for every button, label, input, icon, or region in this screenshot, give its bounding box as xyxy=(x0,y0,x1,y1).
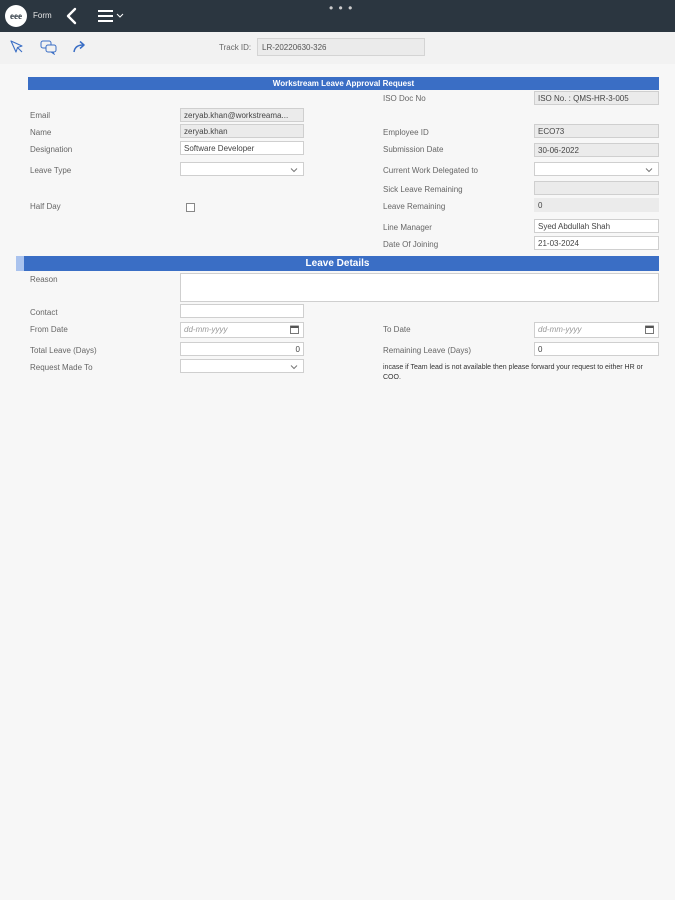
contact-field[interactable] xyxy=(180,304,304,318)
back-icon[interactable] xyxy=(64,6,80,26)
remaining-leave-label: Remaining Leave (Days) xyxy=(383,346,472,355)
track-id-field[interactable]: LR-20220630-326 xyxy=(257,38,425,56)
iso-doc-label: ISO Doc No xyxy=(383,94,426,103)
toolbar xyxy=(0,32,675,64)
calendar-icon[interactable] xyxy=(290,325,299,334)
from-date-placeholder: dd-mm-yyyy xyxy=(184,325,228,334)
app-title: Form xyxy=(33,11,52,20)
reason-label: Reason xyxy=(30,275,58,284)
select-cursor-icon[interactable] xyxy=(8,39,26,55)
form-title: Workstream Leave Approval Request xyxy=(28,77,659,90)
leave-details-header: Leave Details xyxy=(16,256,659,271)
designation-field[interactable]: Software Developer xyxy=(180,141,304,155)
delegated-select[interactable] xyxy=(534,162,659,176)
to-date-placeholder: dd-mm-yyyy xyxy=(538,325,582,334)
forward-icon[interactable] xyxy=(71,39,89,55)
total-leave-label: Total Leave (Days) xyxy=(30,346,97,355)
reason-textarea[interactable] xyxy=(180,273,659,302)
line-manager-label: Line Manager xyxy=(383,223,432,232)
submission-date-field[interactable]: 30-06-2022 xyxy=(534,143,659,157)
chevron-down-icon xyxy=(645,166,653,174)
from-date-field[interactable] xyxy=(180,322,304,338)
calendar-icon[interactable] xyxy=(645,325,654,334)
chevron-down-icon xyxy=(290,166,298,174)
email-field[interactable]: zeryab.khan@workstreama... xyxy=(180,108,304,122)
contact-label: Contact xyxy=(30,308,58,317)
to-date-field[interactable] xyxy=(534,322,659,338)
chevron-down-icon xyxy=(290,363,298,371)
submission-date-label: Submission Date xyxy=(383,145,444,154)
half-day-checkbox[interactable] xyxy=(186,203,195,212)
iso-doc-field[interactable]: ISO No. : QMS-HR-3-005 xyxy=(534,91,659,105)
joining-date-label: Date Of Joining xyxy=(383,240,439,249)
total-leave-field[interactable]: 0 xyxy=(180,342,304,356)
joining-date-field[interactable]: 21-03-2024 xyxy=(534,236,659,250)
to-date-label: To Date xyxy=(383,325,411,334)
name-label: Name xyxy=(30,128,52,137)
app-header xyxy=(0,0,675,32)
employee-id-label: Employee ID xyxy=(383,128,429,137)
from-date-label: From Date xyxy=(30,325,68,334)
remaining-leave-field[interactable]: 0 xyxy=(534,342,659,356)
leave-type-label: Leave Type xyxy=(30,166,72,175)
sick-leave-field[interactable] xyxy=(534,181,659,195)
half-day-label: Half Day xyxy=(30,202,61,211)
leave-type-select[interactable] xyxy=(180,162,304,176)
sick-leave-label: Sick Leave Remaining xyxy=(383,185,463,194)
leave-remaining-label: Leave Remaining xyxy=(383,202,446,211)
track-id-label: Track ID: xyxy=(219,43,252,52)
employee-id-field[interactable]: ECO73 xyxy=(534,124,659,138)
menu-icon[interactable] xyxy=(97,8,125,24)
forwarding-note: incase if Team lead is not available then please forward your request to either HR or COO. xyxy=(383,364,643,381)
drag-handle[interactable]: • • • xyxy=(329,1,354,15)
request-made-to-label: Request Made To xyxy=(30,363,93,372)
email-label: Email xyxy=(30,111,51,120)
line-manager-field[interactable]: Syed Abdullah Shah xyxy=(534,219,659,233)
name-field[interactable]: zeryab.khan xyxy=(180,124,304,138)
leave-remaining-field[interactable]: 0 xyxy=(534,198,659,212)
request-made-to-select[interactable] xyxy=(180,359,304,373)
designation-label: Designation xyxy=(30,145,73,154)
app-logo[interactable]: eee xyxy=(5,5,27,27)
comments-icon[interactable] xyxy=(40,39,58,55)
delegated-label: Current Work Delegated to xyxy=(383,166,479,175)
